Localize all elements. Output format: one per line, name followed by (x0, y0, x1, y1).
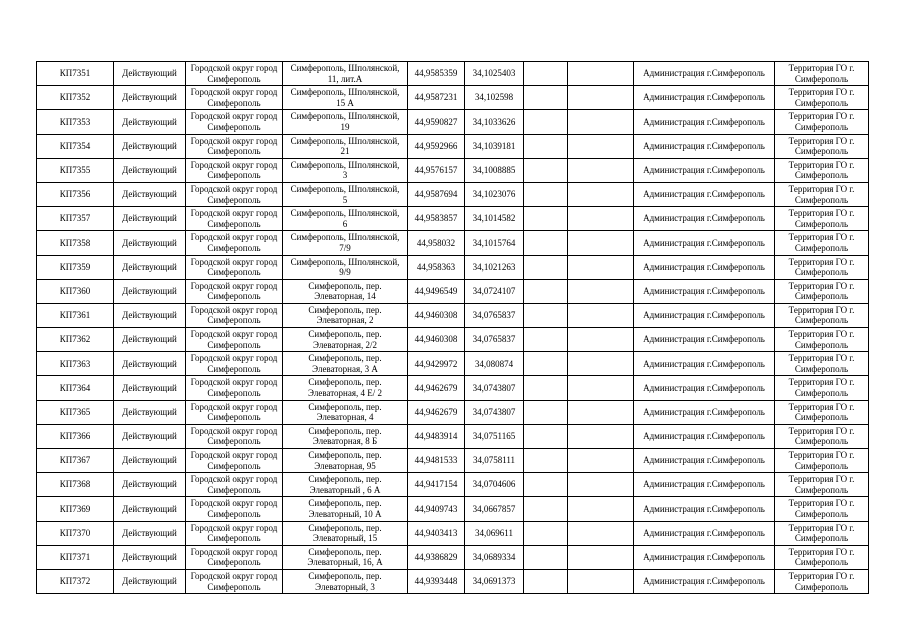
cell-empty-2 (568, 255, 634, 279)
cell-empty-1 (524, 521, 568, 545)
table-row (37, 545, 869, 569)
table-row (37, 279, 869, 303)
cell-id: КП7362 (37, 328, 114, 352)
cell-status: Действующий (114, 449, 186, 473)
cell-okrug: Городской округ город Симферополь (186, 328, 283, 352)
cell-latitude: 44,9409743 (408, 497, 465, 521)
cell-id: КП7352 (37, 86, 114, 110)
cell-empty-2 (568, 62, 634, 86)
cell-status: Действующий (114, 255, 186, 279)
cell-latitude: 44,9462679 (408, 376, 465, 400)
cell-longitude: 34,0765837 (465, 303, 524, 327)
cell-empty-2 (568, 521, 634, 545)
table-row (37, 521, 869, 545)
cell-longitude: 34,1015764 (465, 231, 524, 255)
cell-owner: Администрация г.Симферополь (634, 62, 775, 86)
table-row (37, 352, 869, 376)
cell-empty-2 (568, 376, 634, 400)
cell-empty-2 (568, 545, 634, 569)
cell-empty-2 (568, 158, 634, 182)
cell-okrug: Городской округ город Симферополь (186, 545, 283, 569)
cell-address: Симферополь, Шполянской, 15 А (283, 86, 408, 110)
table-row (37, 400, 869, 424)
cell-address: Симферополь, Шполянской, 11, лит.А (283, 62, 408, 86)
cell-status: Действующий (114, 134, 186, 158)
cell-owner: Администрация г.Симферополь (634, 569, 775, 593)
cell-empty-1 (524, 62, 568, 86)
cell-okrug: Городской округ город Симферополь (186, 255, 283, 279)
cell-latitude: 44,9576157 (408, 158, 465, 182)
cell-empty-2 (568, 86, 634, 110)
cell-longitude: 34,080874 (465, 352, 524, 376)
cell-address: Симферополь, Шполянской, 3 (283, 158, 408, 182)
cell-okrug: Городской округ город Симферополь (186, 158, 283, 182)
cell-empty-2 (568, 110, 634, 134)
cell-empty-1 (524, 110, 568, 134)
table-row (37, 376, 869, 400)
cell-owner: Администрация г.Симферополь (634, 449, 775, 473)
cell-address: Симферополь, пер. Элеваторная, 8 Б (283, 424, 408, 448)
cell-longitude: 34,1025403 (465, 62, 524, 86)
cell-longitude: 34,0667857 (465, 497, 524, 521)
cell-address: Симферополь, пер. Элеваторная, 4 Е/ 2 (283, 376, 408, 400)
cell-okrug: Городской округ город Симферополь (186, 497, 283, 521)
cell-status: Действующий (114, 545, 186, 569)
cell-address: Симферополь, Шполянской, 6 (283, 207, 408, 231)
cell-empty-1 (524, 497, 568, 521)
table-row (37, 207, 869, 231)
registry-table (36, 61, 869, 594)
cell-okrug: Городской округ город Симферополь (186, 86, 283, 110)
cell-empty-1 (524, 569, 568, 593)
cell-status: Действующий (114, 231, 186, 255)
cell-empty-2 (568, 497, 634, 521)
cell-territory: Территория ГО г. Симферополь (775, 231, 869, 255)
cell-okrug: Городской округ город Симферополь (186, 376, 283, 400)
table-row (37, 231, 869, 255)
cell-address: Симферополь, пер. Элеваторный, 3 (283, 569, 408, 593)
cell-latitude: 44,9481533 (408, 449, 465, 473)
table-row (37, 497, 869, 521)
cell-empty-2 (568, 400, 634, 424)
cell-okrug: Городской округ город Симферополь (186, 134, 283, 158)
cell-empty-2 (568, 207, 634, 231)
cell-okrug: Городской округ город Симферополь (186, 424, 283, 448)
table-row (37, 424, 869, 448)
cell-longitude: 34,0704606 (465, 473, 524, 497)
cell-okrug: Городской округ город Симферополь (186, 279, 283, 303)
cell-empty-1 (524, 255, 568, 279)
cell-address: Симферополь, Шполянской, 9/9 (283, 255, 408, 279)
cell-territory: Территория ГО г. Симферополь (775, 158, 869, 182)
cell-longitude: 34,0691373 (465, 569, 524, 593)
cell-empty-1 (524, 231, 568, 255)
cell-owner: Администрация г.Симферополь (634, 545, 775, 569)
cell-longitude: 34,0765837 (465, 328, 524, 352)
cell-address: Симферополь, пер. Элеваторная, 3 А (283, 352, 408, 376)
cell-owner: Администрация г.Симферополь (634, 497, 775, 521)
cell-okrug: Городской округ город Симферополь (186, 521, 283, 545)
cell-address: Симферополь, Шполянской, 5 (283, 182, 408, 206)
cell-empty-2 (568, 569, 634, 593)
cell-empty-1 (524, 207, 568, 231)
cell-empty-2 (568, 303, 634, 327)
cell-address: Симферополь, Шполянской, 21 (283, 134, 408, 158)
cell-id: КП7368 (37, 473, 114, 497)
cell-status: Действующий (114, 424, 186, 448)
cell-owner: Администрация г.Симферополь (634, 134, 775, 158)
table-row (37, 158, 869, 182)
cell-territory: Территория ГО г. Симферополь (775, 497, 869, 521)
table-row (37, 449, 869, 473)
cell-status: Действующий (114, 521, 186, 545)
cell-empty-1 (524, 328, 568, 352)
cell-latitude: 44,9460308 (408, 303, 465, 327)
cell-longitude: 34,1021263 (465, 255, 524, 279)
cell-id: КП7358 (37, 231, 114, 255)
cell-status: Действующий (114, 497, 186, 521)
cell-empty-2 (568, 231, 634, 255)
cell-status: Действующий (114, 207, 186, 231)
cell-status: Действующий (114, 86, 186, 110)
table-row (37, 134, 869, 158)
cell-territory: Территория ГО г. Симферополь (775, 473, 869, 497)
cell-id: КП7355 (37, 158, 114, 182)
cell-status: Действующий (114, 473, 186, 497)
cell-status: Действующий (114, 400, 186, 424)
cell-latitude: 44,9590827 (408, 110, 465, 134)
cell-territory: Территория ГО г. Симферополь (775, 328, 869, 352)
cell-empty-1 (524, 86, 568, 110)
cell-territory: Территория ГО г. Симферополь (775, 545, 869, 569)
cell-longitude: 34,0724107 (465, 279, 524, 303)
cell-id: КП7365 (37, 400, 114, 424)
cell-owner: Администрация г.Симферополь (634, 473, 775, 497)
cell-territory: Территория ГО г. Симферополь (775, 400, 869, 424)
cell-owner: Администрация г.Симферополь (634, 279, 775, 303)
cell-empty-1 (524, 352, 568, 376)
cell-id: КП7360 (37, 279, 114, 303)
cell-territory: Территория ГО г. Симферополь (775, 352, 869, 376)
cell-territory: Территория ГО г. Симферополь (775, 569, 869, 593)
cell-latitude: 44,9386829 (408, 545, 465, 569)
registry-body (37, 62, 869, 594)
cell-id: КП7364 (37, 376, 114, 400)
cell-longitude: 34,0751165 (465, 424, 524, 448)
cell-territory: Территория ГО г. Симферополь (775, 303, 869, 327)
cell-empty-2 (568, 449, 634, 473)
cell-territory: Территория ГО г. Симферополь (775, 207, 869, 231)
cell-owner: Администрация г.Симферополь (634, 110, 775, 134)
cell-longitude: 34,0743807 (465, 376, 524, 400)
cell-empty-1 (524, 400, 568, 424)
cell-territory: Территория ГО г. Симферополь (775, 279, 869, 303)
table-row (37, 473, 869, 497)
cell-territory: Территория ГО г. Симферополь (775, 134, 869, 158)
table-row (37, 110, 869, 134)
cell-status: Действующий (114, 110, 186, 134)
cell-owner: Администрация г.Симферополь (634, 158, 775, 182)
cell-okrug: Городской округ город Симферополь (186, 182, 283, 206)
cell-empty-2 (568, 279, 634, 303)
cell-latitude: 44,9483914 (408, 424, 465, 448)
cell-address: Симферополь, пер. Элеваторная, 2 (283, 303, 408, 327)
cell-id: КП7366 (37, 424, 114, 448)
cell-latitude: 44,9583857 (408, 207, 465, 231)
cell-id: КП7363 (37, 352, 114, 376)
cell-id: КП7359 (37, 255, 114, 279)
cell-latitude: 44,9429972 (408, 352, 465, 376)
cell-latitude: 44,9585359 (408, 62, 465, 86)
cell-empty-2 (568, 424, 634, 448)
cell-empty-1 (524, 182, 568, 206)
cell-territory: Территория ГО г. Симферополь (775, 449, 869, 473)
cell-okrug: Городской округ город Симферополь (186, 231, 283, 255)
cell-empty-1 (524, 424, 568, 448)
cell-status: Действующий (114, 62, 186, 86)
table-row (37, 328, 869, 352)
cell-address: Симферополь, пер. Элеваторный, 15 (283, 521, 408, 545)
cell-okrug: Городской округ город Симферополь (186, 62, 283, 86)
cell-territory: Территория ГО г. Симферополь (775, 376, 869, 400)
cell-okrug: Городской округ город Симферополь (186, 110, 283, 134)
cell-owner: Администрация г.Симферополь (634, 86, 775, 110)
cell-latitude: 44,9462679 (408, 400, 465, 424)
cell-empty-2 (568, 352, 634, 376)
cell-territory: Территория ГО г. Симферополь (775, 86, 869, 110)
cell-owner: Администрация г.Симферополь (634, 424, 775, 448)
cell-latitude: 44,9460308 (408, 328, 465, 352)
cell-okrug: Городской округ город Симферополь (186, 303, 283, 327)
cell-address: Симферополь, пер. Элеваторная, 14 (283, 279, 408, 303)
cell-latitude: 44,9587231 (408, 86, 465, 110)
cell-empty-1 (524, 376, 568, 400)
cell-address: Симферополь, Шполянской, 19 (283, 110, 408, 134)
cell-okrug: Городской округ город Симферополь (186, 449, 283, 473)
cell-status: Действующий (114, 328, 186, 352)
cell-id: КП7356 (37, 182, 114, 206)
cell-address: Симферополь, пер. Элеваторная, 4 (283, 400, 408, 424)
cell-territory: Территория ГО г. Симферополь (775, 110, 869, 134)
cell-status: Действующий (114, 279, 186, 303)
cell-longitude: 34,1033626 (465, 110, 524, 134)
cell-longitude: 34,1008885 (465, 158, 524, 182)
cell-longitude: 34,1014582 (465, 207, 524, 231)
cell-status: Действующий (114, 352, 186, 376)
cell-okrug: Городской округ город Симферополь (186, 400, 283, 424)
cell-latitude: 44,9403413 (408, 521, 465, 545)
cell-longitude: 34,0758111 (465, 449, 524, 473)
cell-id: КП7354 (37, 134, 114, 158)
cell-okrug: Городской округ город Симферополь (186, 352, 283, 376)
cell-latitude: 44,9393448 (408, 569, 465, 593)
cell-territory: Территория ГО г. Симферополь (775, 521, 869, 545)
cell-latitude: 44,9592966 (408, 134, 465, 158)
cell-address: Симферополь, пер. Элеваторная, 2/2 (283, 328, 408, 352)
cell-id: КП7372 (37, 569, 114, 593)
cell-status: Действующий (114, 303, 186, 327)
table-row (37, 182, 869, 206)
cell-owner: Администрация г.Симферополь (634, 255, 775, 279)
cell-latitude: 44,9587694 (408, 182, 465, 206)
cell-territory: Территория ГО г. Симферополь (775, 255, 869, 279)
cell-longitude: 34,0743807 (465, 400, 524, 424)
table-row (37, 62, 869, 86)
cell-status: Действующий (114, 569, 186, 593)
cell-empty-1 (524, 279, 568, 303)
cell-okrug: Городской округ город Симферополь (186, 207, 283, 231)
cell-longitude: 34,069611 (465, 521, 524, 545)
cell-empty-1 (524, 545, 568, 569)
cell-address: Симферополь, пер. Элеваторный , 6 А (283, 473, 408, 497)
cell-owner: Администрация г.Симферополь (634, 207, 775, 231)
cell-longitude: 34,1023076 (465, 182, 524, 206)
cell-address: Симферополь, пер. Элеваторный, 16, А (283, 545, 408, 569)
table-row (37, 86, 869, 110)
cell-address: Симферополь, пер. Элеваторная, 95 (283, 449, 408, 473)
cell-id: КП7371 (37, 545, 114, 569)
cell-id: КП7351 (37, 62, 114, 86)
cell-id: КП7357 (37, 207, 114, 231)
cell-latitude: 44,958032 (408, 231, 465, 255)
cell-longitude: 34,102598 (465, 86, 524, 110)
cell-owner: Администрация г.Симферополь (634, 328, 775, 352)
cell-empty-1 (524, 158, 568, 182)
cell-owner: Администрация г.Симферополь (634, 231, 775, 255)
cell-owner: Администрация г.Симферополь (634, 521, 775, 545)
cell-territory: Территория ГО г. Симферополь (775, 182, 869, 206)
cell-id: КП7353 (37, 110, 114, 134)
cell-status: Действующий (114, 376, 186, 400)
cell-id: КП7361 (37, 303, 114, 327)
cell-longitude: 34,1039181 (465, 134, 524, 158)
cell-empty-2 (568, 473, 634, 497)
cell-empty-2 (568, 182, 634, 206)
cell-owner: Администрация г.Симферополь (634, 182, 775, 206)
cell-okrug: Городской округ город Симферополь (186, 569, 283, 593)
cell-owner: Администрация г.Симферополь (634, 352, 775, 376)
cell-status: Действующий (114, 158, 186, 182)
cell-address: Симферополь, Шполянской, 7/9 (283, 231, 408, 255)
cell-owner: Администрация г.Симферополь (634, 303, 775, 327)
cell-id: КП7370 (37, 521, 114, 545)
cell-empty-1 (524, 303, 568, 327)
cell-longitude: 34,0689334 (465, 545, 524, 569)
cell-id: КП7367 (37, 449, 114, 473)
cell-okrug: Городской округ город Симферополь (186, 473, 283, 497)
cell-empty-2 (568, 328, 634, 352)
cell-owner: Администрация г.Симферополь (634, 376, 775, 400)
cell-id: КП7369 (37, 497, 114, 521)
cell-status: Действующий (114, 182, 186, 206)
cell-latitude: 44,958363 (408, 255, 465, 279)
cell-empty-1 (524, 449, 568, 473)
cell-address: Симферополь, пер. Элеваторный, 10 А (283, 497, 408, 521)
cell-latitude: 44,9417154 (408, 473, 465, 497)
cell-owner: Администрация г.Симферополь (634, 400, 775, 424)
cell-latitude: 44,9496549 (408, 279, 465, 303)
cell-empty-1 (524, 134, 568, 158)
cell-empty-2 (568, 134, 634, 158)
table-row (37, 303, 869, 327)
cell-empty-1 (524, 473, 568, 497)
cell-territory: Территория ГО г. Симферополь (775, 424, 869, 448)
cell-territory: Территория ГО г. Симферополь (775, 62, 869, 86)
table-row (37, 569, 869, 593)
table-row (37, 255, 869, 279)
